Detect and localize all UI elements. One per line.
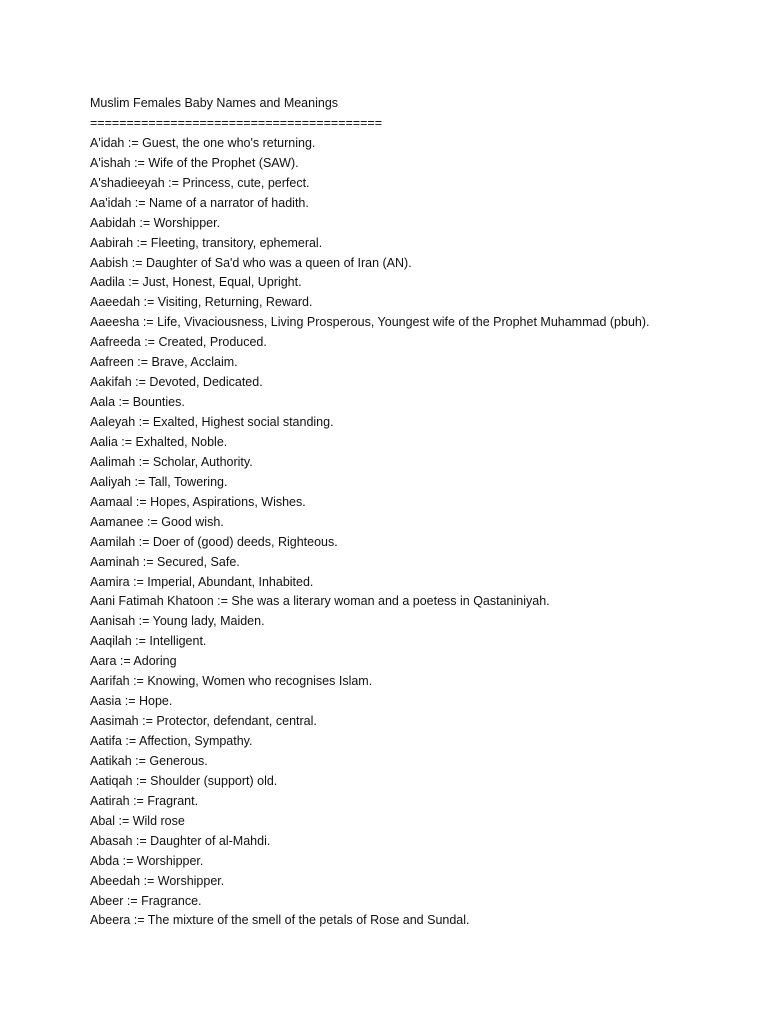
name-entry: Aasimah := Protector, defendant, central. — [90, 714, 317, 729]
name-entry: Abda := Worshipper. — [90, 853, 204, 868]
name-entry: Aaqilah := Intelligent. — [90, 634, 207, 649]
name-entry: A'ishah := Wife of the Prophet (SAW). — [90, 155, 299, 170]
name-entry: Abeer := Fragrance. — [90, 893, 202, 908]
name-entry: Aatirah := Fragrant. — [90, 793, 199, 808]
name-entry: Aaminah := Secured, Safe. — [90, 554, 240, 569]
name-entry: Aalimah := Scholar, Authority. — [90, 454, 253, 469]
name-entry: Aasia := Hope. — [90, 694, 173, 709]
name-entry: Aala := Bounties. — [90, 395, 185, 410]
name-entry: Abal := Wild rose — [90, 813, 185, 828]
name-entry: Abeera := The mixture of the smell of the petals of Rose and Sundal. — [90, 913, 470, 928]
name-entry: Aamilah := Doer of (good) deeds, Righteous. — [90, 534, 338, 549]
name-entry: Aani Fatimah Khatoon := She was a literary woman and a poetess in Qastaniniyah. — [90, 594, 550, 609]
name-entry: Aatiqah := Shoulder (support) old. — [90, 773, 278, 788]
document-title: Muslim Females Baby Names and Meanings — [90, 96, 339, 110]
name-entry: Aamira := Imperial, Abundant, Inhabited. — [90, 574, 314, 589]
name-entry: Aafreeda := Created, Produced. — [90, 335, 267, 350]
name-entry: A'idah := Guest, the one who's returning. — [90, 135, 316, 150]
name-entry: Aamanee := Good wish. — [90, 514, 224, 529]
name-entry: Aadila := Just, Honest, Equal, Upright. — [90, 275, 302, 290]
name-entry: Aatifa := Affection, Sympathy. — [90, 734, 253, 748]
name-entry: Abasah := Daughter of al-Mahdi. — [90, 833, 271, 848]
name-entry: Aaeesha := Life, Vivaciousness, Living Prosperous, Youngest wife of the Prophet Muhammad (pbuh). — [90, 315, 650, 330]
name-entry: Aaliyah := Tall, Towering. — [90, 474, 228, 489]
name-entry: Aabirah := Fleeting, transitory, ephemeral. — [90, 235, 323, 250]
name-entry: Aabidah := Worshipper. — [90, 215, 221, 230]
name-entry: Aamaal := Hopes, Aspirations, Wishes. — [90, 494, 306, 509]
name-entry: Aafreen := Brave, Acclaim. — [90, 355, 238, 370]
name-entry: Aanisah := Young lady, Maiden. — [90, 614, 265, 629]
name-entry: A'shadieeyah := Princess, cute, perfect. — [90, 175, 310, 190]
name-entry: Aakifah := Devoted, Dedicated. — [90, 375, 263, 390]
name-entry: Aa'idah := Name of a narrator of hadith. — [90, 195, 309, 210]
name-entry: Aaleyah := Exalted, Highest social standing. — [90, 415, 334, 429]
name-entry: Aarifah := Knowing, Women who recognises Islam. — [90, 674, 373, 689]
name-entry: Aabish := Daughter of Sa'd who was a queen of Iran (AN). — [90, 255, 412, 270]
names-list — [90, 94, 750, 931]
name-entry: Aalia := Exhalted, Noble. — [90, 434, 228, 449]
title-separator: ======================================== — [90, 115, 382, 130]
name-entry: Aaeedah := Visiting, Returning, Reward. — [90, 295, 313, 310]
name-entry: Abeedah := Worshipper. — [90, 873, 225, 888]
name-entry: Aatikah := Generous. — [90, 753, 208, 768]
name-entry: Aara := Adoring — [90, 654, 177, 669]
